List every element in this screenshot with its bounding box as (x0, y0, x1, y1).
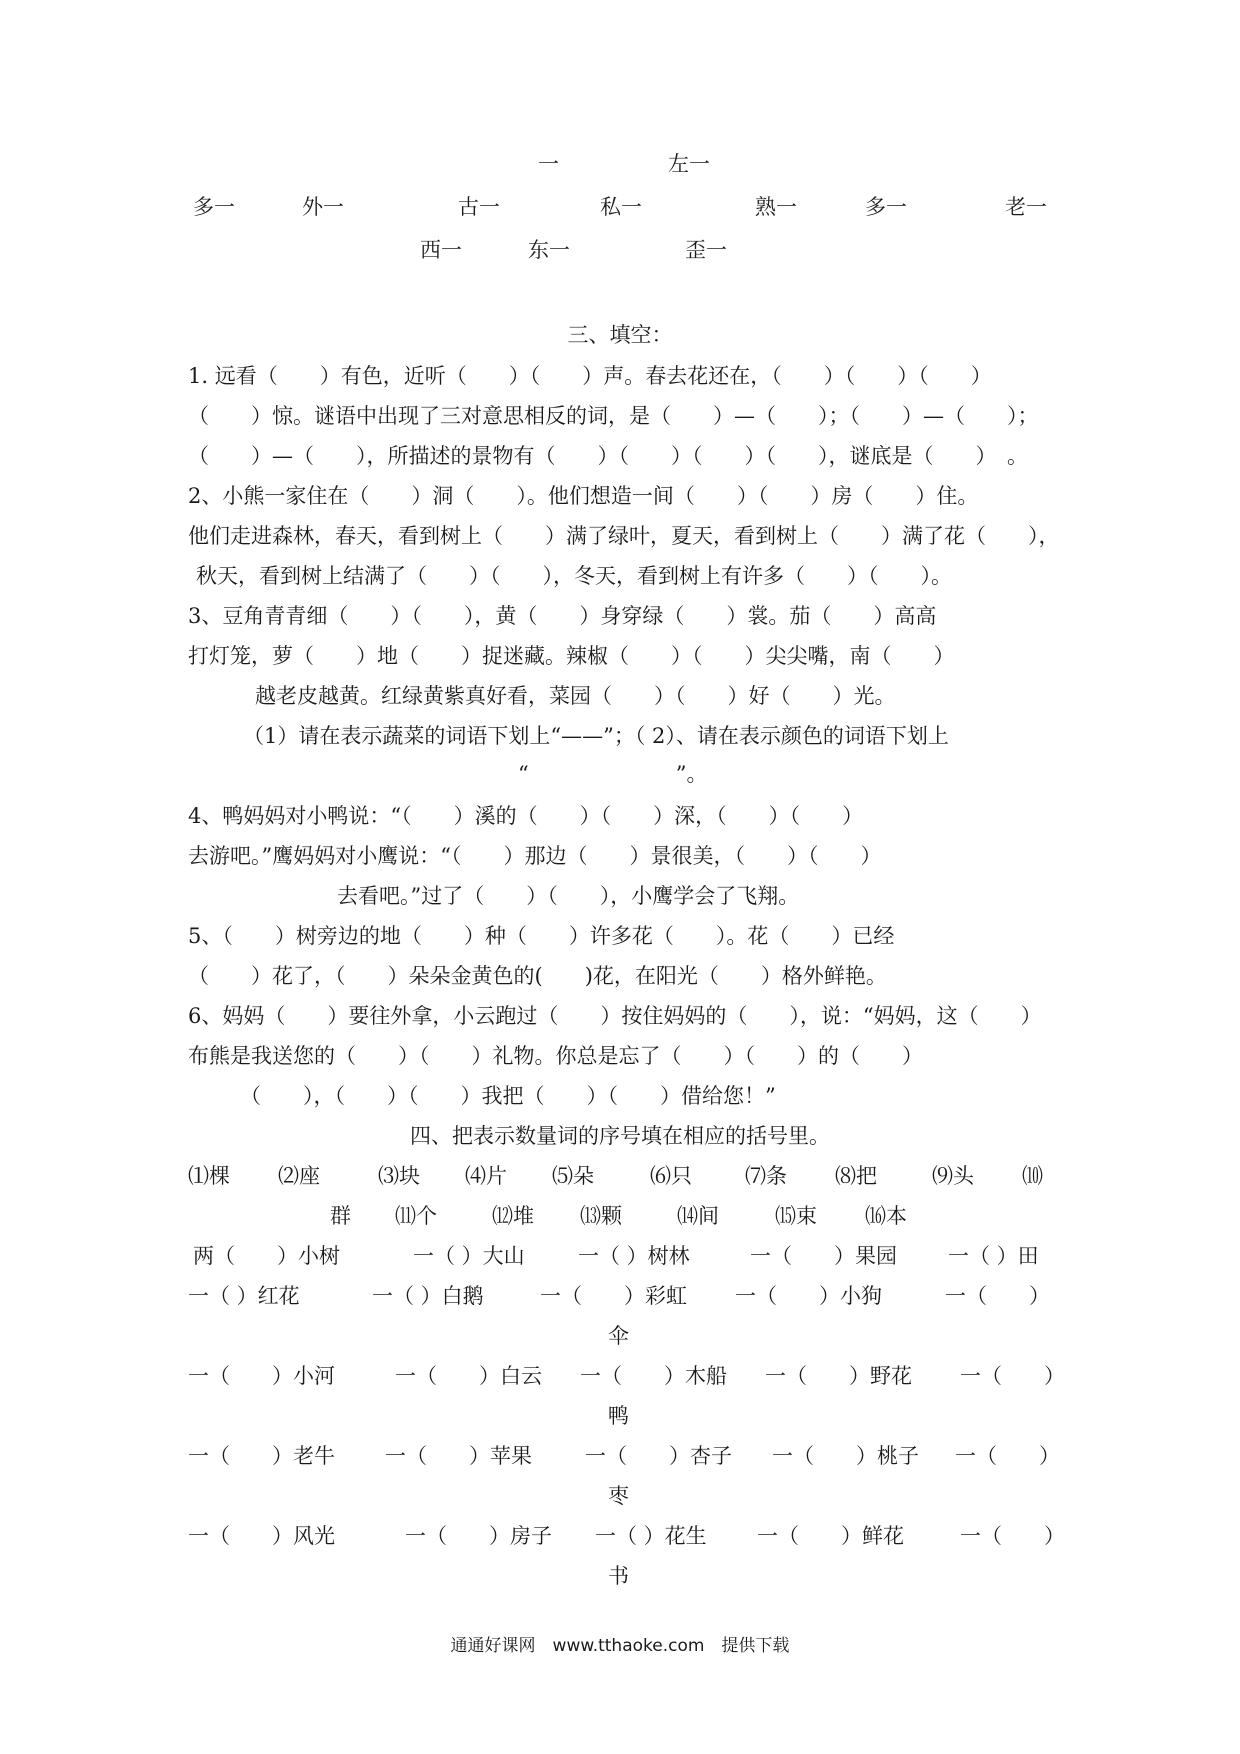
wrapped-noun: 伞 (608, 1324, 629, 1348)
text-line: 3、豆角青青细（ ）（ ），黄（ ）身穿绿（ ）裳。茄（ ）高高 (188, 604, 937, 628)
text-line: 2、小熊一家住在（ ）洞（ ）。他们想造一间（ ）（ ）房（ ）住。 (188, 484, 979, 508)
quantity-cell: 一（ ）小河 (188, 1364, 335, 1388)
section-title: 四、把表示数量词的序号填在相应的括号里。 (410, 1124, 830, 1148)
text-line: 去游吧。”鹰妈妈对小鹰说：“（ ）那边（ ）景很美，（ ）（ ） (188, 844, 882, 868)
footer-source: 通通好课网 www.tthaoke.com 提供下载 (450, 1636, 790, 1656)
option-item: ⑸朵 (552, 1164, 594, 1188)
antonym-item: 外一 (302, 195, 344, 219)
option-item: ⒂束 (775, 1204, 817, 1228)
option-item: ⑷片 (465, 1164, 507, 1188)
quantity-cell: 一（ ）木船 (580, 1364, 727, 1388)
option-item: ⒁间 (677, 1204, 719, 1228)
option-item: 群 (330, 1204, 351, 1228)
quantity-cell: 一（ ）红花 (188, 1284, 300, 1308)
quantity-cell: 一（ ）杏子 (585, 1444, 732, 1468)
text-line: 布熊是我送您的（ ）（ ）礼物。你总是忘了（ ）（ ）的（ ） (188, 1044, 923, 1068)
quantity-cell: 一（ ）小狗 (735, 1284, 882, 1308)
section-title: 三、填空： (567, 323, 673, 347)
text-line: （ ）—（ ），所描述的景物有（ ）（ ）（ ）（ ），谜底是（ ） 。 (188, 444, 1028, 468)
antonym-item: 西一 (420, 238, 462, 262)
option-item: ⑼头 (932, 1164, 974, 1188)
text-line: 5、（ ）树旁边的地（ ）种（ ）许多花（ ）。花（ ）已经 (188, 924, 895, 948)
quantity-cell: 一（ ）老牛 (188, 1444, 335, 1468)
quantity-cell: 一（ ）房子 (405, 1524, 552, 1548)
text-line: （ ），（ ）（ ）我把（ ）（ ）借给您！” (240, 1084, 776, 1108)
quantity-cell: 一（ ）大山 (413, 1244, 525, 1268)
quantity-cell: 一（ ）白云 (395, 1364, 542, 1388)
option-item: ⑻把 (835, 1164, 877, 1188)
quantity-cell: 一（ ）苹果 (385, 1444, 532, 1468)
option-item: ⑵座 (278, 1164, 320, 1188)
option-item: ⑽ (1022, 1164, 1043, 1188)
quantity-cell: 一（ ）花生 (595, 1524, 707, 1548)
text-line: 秋天，看到树上结满了（ ）（ ），冬天，看到树上有许多（ ）（ ）。 (196, 564, 952, 588)
quantity-cell: 一（ ）桃子 (772, 1444, 919, 1468)
antonym-item: 歪一 (685, 238, 727, 262)
text-line: 1. 远看（ ）有色，近听（ ）（ ）声。春去花还在，（ ）（ ）（ ） (188, 364, 992, 388)
option-item: ⒃本 (865, 1204, 907, 1228)
option-item: ⑴棵 (188, 1164, 230, 1188)
antonym-item: 多一 (865, 195, 907, 219)
text-line: 去看吧。”过了（ ）（ ），小鹰学会了飞翔。 (337, 884, 800, 908)
option-item: ⑾个 (395, 1204, 437, 1228)
antonym-item: 东一 (528, 238, 570, 262)
antonym-item: 古一 (458, 195, 500, 219)
antonym-item: 左一 (668, 152, 710, 176)
option-item: ⑺条 (745, 1164, 787, 1188)
antonym-item: 熟一 (755, 195, 797, 219)
option-item: ⑹只 (650, 1164, 692, 1188)
quantity-cell: 一（ ） (960, 1524, 1065, 1548)
quantity-cell: 一（ ） (955, 1444, 1060, 1468)
text-line: 6、妈妈（ ）要往外拿，小云跑过（ ）按住妈妈的（ ），说：“妈妈，这（ ） (188, 1004, 1042, 1028)
antonym-item: 老一 (1005, 195, 1047, 219)
text-line: （1）请在表示蔬菜的词语下划上“——”；（ 2）、请在表示颜色的词语下划上 (243, 724, 949, 748)
quantity-cell: 一（ ）白鹅 (372, 1284, 484, 1308)
option-item: ⒀颗 (580, 1204, 622, 1228)
text-line: “ ”。 (518, 762, 708, 786)
wrapped-noun: 枣 (608, 1484, 629, 1508)
quantity-cell: 一（ ）鲜花 (757, 1524, 904, 1548)
text-line: 越老皮越黄。红绿黄紫真好看，菜园（ ）（ ）好（ ）光。 (255, 684, 896, 708)
quantity-cell: 一（ ）野花 (765, 1364, 912, 1388)
quantity-cell: 一（ ）树林 (578, 1244, 690, 1268)
text-line: （ ）花了，（ ）朵朵金黄色的( )花，在阳光（ ）格外鲜艳。 (188, 964, 887, 988)
option-item: ⑿堆 (492, 1204, 534, 1228)
quantity-cell: 一（ ） (960, 1364, 1065, 1388)
antonym-item: 一 (538, 152, 559, 176)
wrapped-noun: 鸭 (608, 1404, 629, 1428)
text-line: 4、鸭妈妈对小鸭说：“（ ）溪的（ ）（ ）深，（ ）（ ） (188, 804, 864, 828)
antonym-item: 多一 (193, 195, 235, 219)
wrapped-noun: 书 (608, 1564, 629, 1588)
text-line: 他们走进森林，春天，看到树上（ ）满了绿叶，夏天，看到树上（ ）满了花（ ）， (188, 524, 1060, 548)
antonym-item: 私一 (600, 195, 642, 219)
quantity-cell: 一（ ）果园 (750, 1244, 897, 1268)
text-line: （ ）惊。谜语中出现了三对意思相反的词，是（ ）—（ ）；（ ）—（ ）； (188, 404, 1039, 428)
option-item: ⑶块 (378, 1164, 420, 1188)
text-line: 打灯笼，萝（ ）地（ ）捉迷藏。辣椒（ ）（ ）尖尖嘴，南（ ） (188, 644, 955, 668)
quantity-cell: 一（ ）田 (948, 1244, 1039, 1268)
quantity-cell: 两（ ）小树 (193, 1244, 340, 1268)
quantity-cell: 一（ ） (945, 1284, 1050, 1308)
quantity-cell: 一（ ）彩虹 (540, 1284, 687, 1308)
quantity-cell: 一（ ）风光 (188, 1524, 335, 1548)
